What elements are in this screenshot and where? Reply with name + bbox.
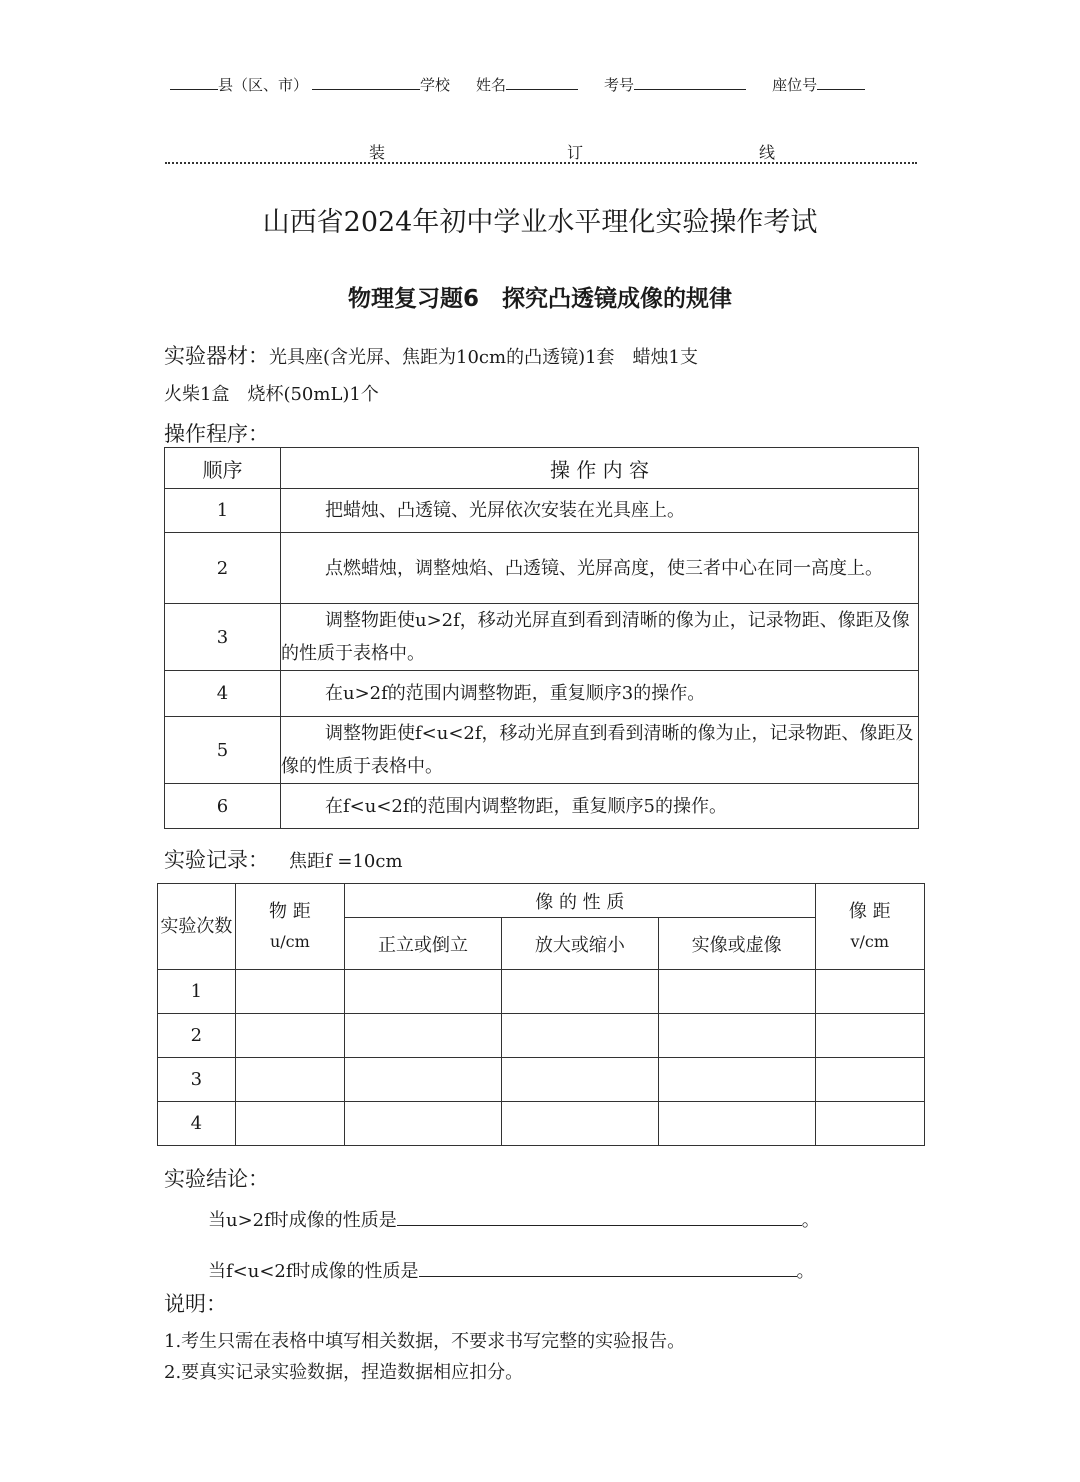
school-blank[interactable] bbox=[312, 75, 420, 90]
step-text: 点燃蜡烛，调整烛焰、凸透镜、光屏高度，使三者中心在同一高度上。 bbox=[281, 533, 919, 604]
input-cell[interactable] bbox=[501, 1058, 658, 1102]
input-cell[interactable] bbox=[815, 1058, 924, 1102]
page-subtitle: 物理复习题6 探究凸透镜成像的规律 bbox=[347, 286, 732, 312]
col-object-distance: 物 距 u/cm bbox=[235, 884, 344, 970]
materials-label: 实验器材： bbox=[164, 344, 269, 368]
focal-length: 焦距f =10cm bbox=[289, 851, 403, 872]
input-cell[interactable] bbox=[815, 1102, 924, 1146]
seat-no-blank[interactable] bbox=[817, 75, 865, 90]
col-real-virtual: 实像或虚像 bbox=[658, 918, 815, 970]
input-cell[interactable] bbox=[235, 1014, 344, 1058]
conclusion-blank-2[interactable] bbox=[419, 1256, 797, 1277]
col-content: 操 作 内 容 bbox=[281, 448, 919, 489]
step-text: 调整物距使u>2f，移动光屏直到看到清晰的像为止，记录物距、像距及像的性质于表格中。 bbox=[281, 604, 919, 671]
input-cell[interactable] bbox=[658, 970, 815, 1014]
step-number: 2 bbox=[165, 533, 281, 604]
procedure-table bbox=[164, 447, 919, 829]
materials-text-2: 火柴1盒 烧杯(50mL)1个 bbox=[164, 384, 379, 405]
binding-line bbox=[165, 140, 917, 164]
conclusion-blank-1[interactable] bbox=[397, 1205, 802, 1226]
procedure-label: 操作程序： bbox=[164, 422, 269, 446]
input-cell[interactable] bbox=[235, 970, 344, 1014]
input-cell[interactable] bbox=[501, 970, 658, 1014]
exam-no-label: 考号 bbox=[604, 76, 635, 94]
conclusion-line-1: 当u>2f时成像的性质是 。 bbox=[208, 1205, 820, 1232]
input-cell[interactable] bbox=[345, 1058, 502, 1102]
materials-text-1: 光具座(含光屏、焦距为10cm的凸透镜)1套 蜡烛1支 bbox=[269, 347, 699, 368]
input-cell[interactable] bbox=[501, 1102, 658, 1146]
conclusion-text-1: 当u>2f时成像的性质是 bbox=[208, 1210, 397, 1231]
conclusion-line-2: 当f<u<2f时成像的性质是 。 bbox=[208, 1256, 815, 1283]
note-item-1: 1.考生只需在表格中填写相关数据，不要求书写完整的实验报告。 bbox=[164, 1331, 686, 1352]
record-line bbox=[164, 844, 403, 874]
seat-no-label: 座位号 bbox=[772, 76, 818, 94]
trial-number: 1 bbox=[158, 970, 236, 1014]
input-cell[interactable] bbox=[658, 1014, 815, 1058]
input-cell[interactable] bbox=[815, 970, 924, 1014]
step-number: 6 bbox=[165, 784, 281, 829]
notes-label: 说明： bbox=[164, 1292, 227, 1316]
step-number: 1 bbox=[165, 489, 281, 533]
step-number: 3 bbox=[165, 604, 281, 671]
name-blank[interactable] bbox=[506, 75, 578, 90]
table-row bbox=[158, 1058, 925, 1102]
col-image-distance: 像 距 v/cm bbox=[815, 884, 924, 970]
trial-number: 3 bbox=[158, 1058, 236, 1102]
input-cell[interactable] bbox=[658, 1058, 815, 1102]
col-trial: 实验次数 bbox=[158, 884, 236, 970]
input-cell[interactable] bbox=[345, 1014, 502, 1058]
input-cell[interactable] bbox=[815, 1014, 924, 1058]
step-text: 在f<u<2f的范围内调整物距，重复顺序5的操作。 bbox=[281, 784, 919, 829]
col-order: 顺序 bbox=[165, 448, 281, 489]
input-cell[interactable] bbox=[235, 1058, 344, 1102]
input-cell[interactable] bbox=[345, 1102, 502, 1146]
exam-no-blank[interactable] bbox=[634, 75, 746, 90]
note-item-2: 2.要真实记录实验数据，捏造数据相应扣分。 bbox=[164, 1362, 524, 1383]
trial-number: 2 bbox=[158, 1014, 236, 1058]
conclusion-label: 实验结论： bbox=[164, 1167, 269, 1191]
school-label: 学校 bbox=[420, 76, 451, 94]
col-image-nature: 像 的 性 质 bbox=[345, 884, 815, 918]
binding-char-3: 线 bbox=[759, 143, 776, 162]
table-row bbox=[158, 1014, 925, 1058]
step-number: 4 bbox=[165, 671, 281, 717]
student-info-header bbox=[170, 74, 890, 95]
materials-line-1 bbox=[164, 340, 698, 370]
input-cell[interactable] bbox=[658, 1102, 815, 1146]
table-row bbox=[158, 970, 925, 1014]
step-text: 调整物距使f<u<2f，移动光屏直到看到清晰的像为止，记录物距、像距及像的性质于表格中。 bbox=[281, 717, 919, 784]
county-label: 县（区、市） bbox=[218, 76, 309, 94]
table-row bbox=[158, 1102, 925, 1146]
col-upright-inverted: 正立或倒立 bbox=[345, 918, 502, 970]
record-label: 实验记录： bbox=[164, 848, 269, 872]
input-cell[interactable] bbox=[501, 1014, 658, 1058]
county-blank[interactable] bbox=[170, 75, 218, 90]
page-title: 山西省2024年初中学业水平理化实验操作考试 bbox=[262, 207, 818, 238]
input-cell[interactable] bbox=[345, 970, 502, 1014]
trial-number: 4 bbox=[158, 1102, 236, 1146]
step-text: 在u>2f的范围内调整物距，重复顺序3的操作。 bbox=[281, 671, 919, 717]
name-label: 姓名 bbox=[476, 76, 507, 94]
col-magnified-reduced: 放大或缩小 bbox=[501, 918, 658, 970]
record-table bbox=[157, 883, 925, 1146]
step-number: 5 bbox=[165, 717, 281, 784]
binding-char-1: 装 bbox=[369, 143, 386, 162]
binding-char-2: 订 bbox=[567, 143, 584, 162]
conclusion-text-2: 当f<u<2f时成像的性质是 bbox=[208, 1261, 419, 1282]
step-text: 把蜡烛、凸透镜、光屏依次安装在光具座上。 bbox=[281, 489, 919, 533]
input-cell[interactable] bbox=[235, 1102, 344, 1146]
